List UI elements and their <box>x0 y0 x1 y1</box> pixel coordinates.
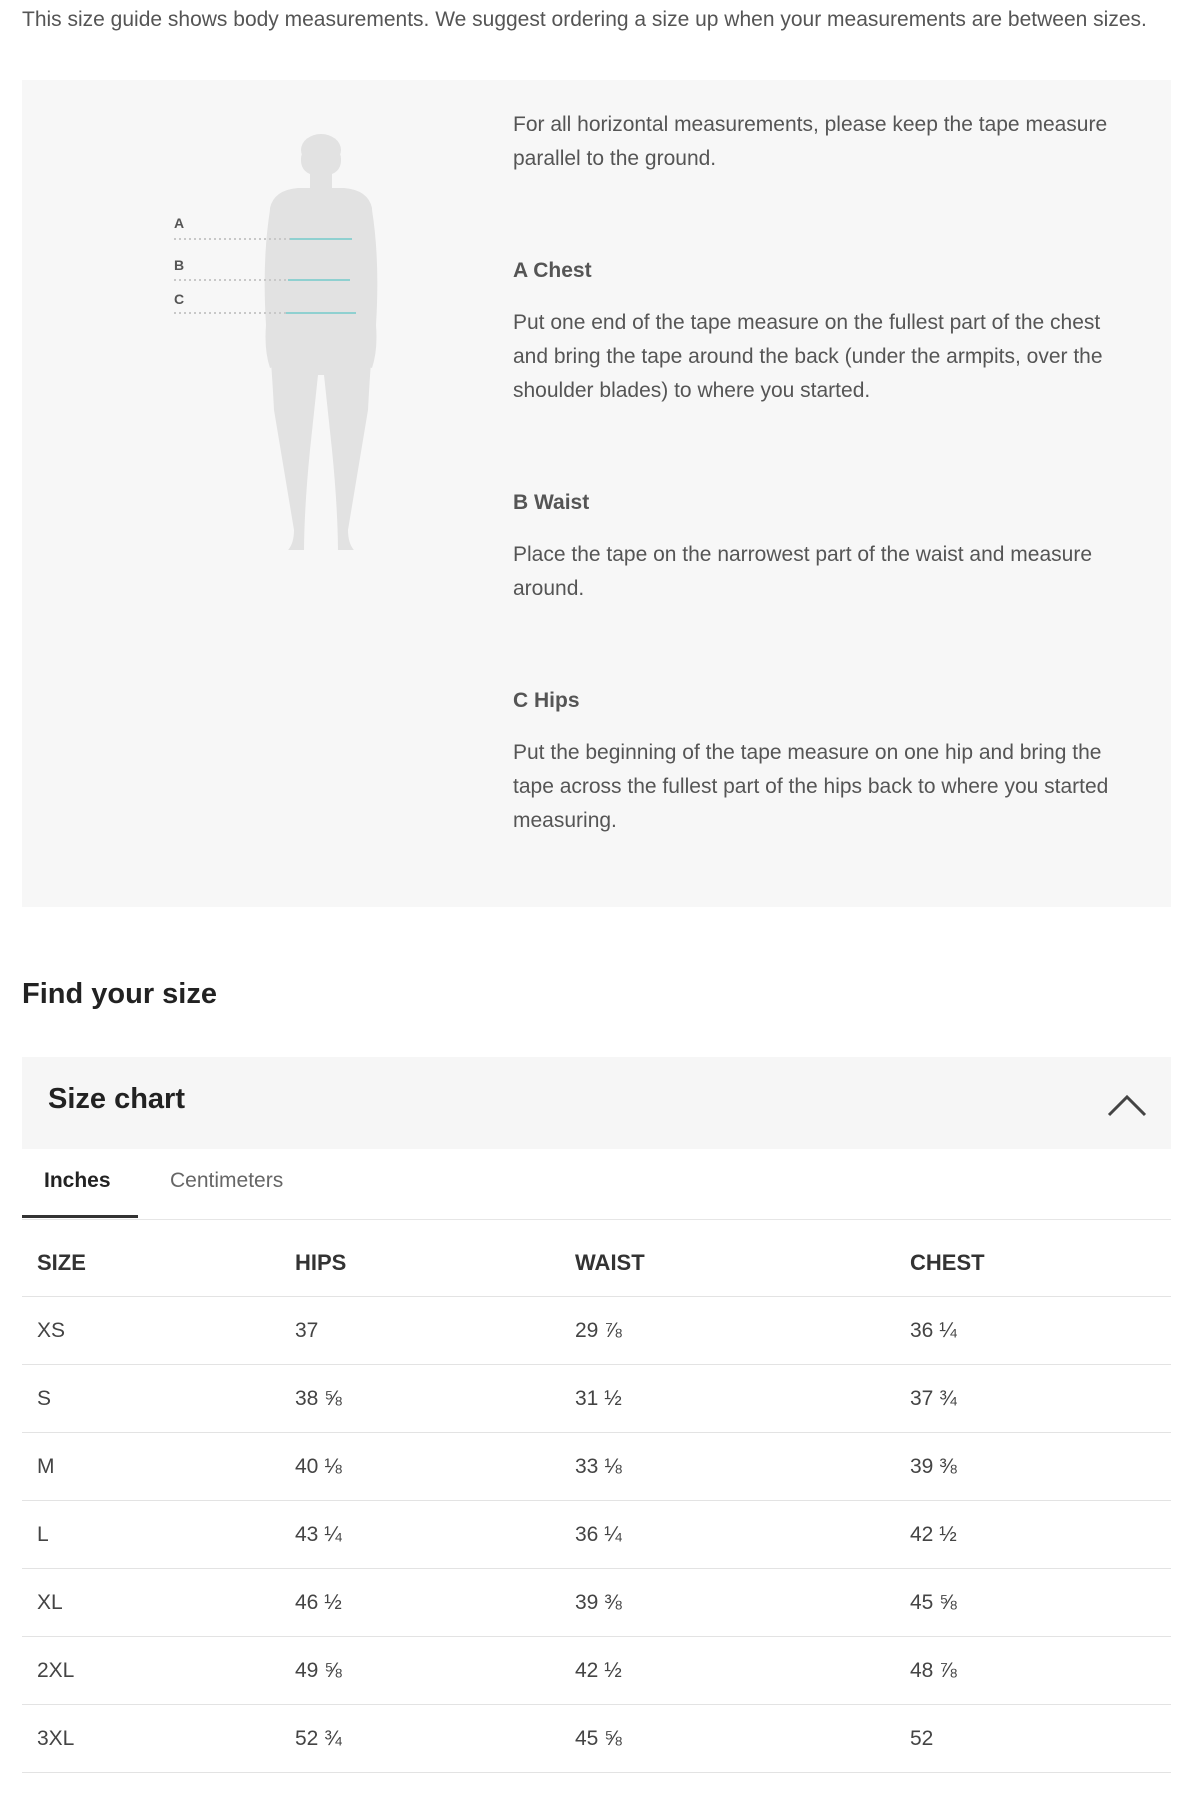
tab-centimeters[interactable]: Centimeters <box>170 1169 284 1192</box>
table-row <box>22 1705 1171 1773</box>
size-cell: L <box>22 1501 280 1569</box>
chest-cell: 37 ¾ <box>895 1365 1171 1433</box>
waist-cell: 33 ⅛ <box>560 1433 895 1501</box>
table-row <box>22 1365 1171 1433</box>
figure-label-a: A <box>174 215 185 231</box>
column-header-chest: CHEST <box>895 1230 1171 1297</box>
chevron-up-icon[interactable] <box>1107 1085 1147 1121</box>
size-cell: 3XL <box>22 1705 280 1773</box>
hips-cell: 40 ⅛ <box>280 1433 560 1501</box>
body-figure <box>162 110 402 550</box>
chest-cell: 39 ⅜ <box>895 1433 1171 1501</box>
table-row <box>22 1501 1171 1569</box>
measurement-instructions <box>513 108 1133 838</box>
tab-inches[interactable]: Inches <box>22 1150 138 1218</box>
size-cell: 2XL <box>22 1637 280 1705</box>
chest-cell: 48 ⅞ <box>895 1637 1171 1705</box>
find-your-size-heading: Find your size <box>22 978 217 1010</box>
size-chart-table <box>22 1230 1171 1773</box>
chest-cell: 42 ½ <box>895 1501 1171 1569</box>
size-guide-intro: This size guide shows body measurements. We suggest ordering a size up when your measurements are between sizes. <box>22 8 1147 31</box>
measurement-title-hips: C Hips <box>513 689 580 712</box>
measurement-title-chest: A Chest <box>513 259 592 282</box>
waist-cell: 42 ½ <box>560 1637 895 1705</box>
hips-cell: 38 ⅝ <box>280 1365 560 1433</box>
size-chart-accordion-header[interactable] <box>22 1057 1171 1149</box>
measurement-desc-chest: Put one end of the tape measure on the fullest part of the chest and bring the tape around the back (under the armpits, over the shoulder blades) to where you started. <box>513 311 1103 402</box>
measurement-title-waist: B Waist <box>513 491 590 514</box>
body-silhouette-icon <box>162 110 402 550</box>
waist-cell: 45 ⅝ <box>560 1705 895 1773</box>
measurement-guide-panel <box>22 80 1171 907</box>
size-cell: XL <box>22 1569 280 1637</box>
hips-cell: 37 <box>280 1297 560 1365</box>
table-row <box>22 1637 1171 1705</box>
measurement-desc-hips: Put the beginning of the tape measure on one hip and bring the tape across the fullest part of the hips back to where you started measuring. <box>513 741 1109 832</box>
size-chart-title: Size chart <box>48 1083 185 1115</box>
chest-cell: 52 <box>895 1705 1171 1773</box>
waist-cell: 29 ⅞ <box>560 1297 895 1365</box>
size-cell: M <box>22 1433 280 1501</box>
hips-cell: 52 ¾ <box>280 1705 560 1773</box>
table-header-row <box>22 1230 1171 1297</box>
chest-cell: 36 ¼ <box>895 1297 1171 1365</box>
hips-cell: 46 ½ <box>280 1569 560 1637</box>
chest-cell: 45 ⅝ <box>895 1569 1171 1637</box>
figure-label-b: B <box>174 257 185 273</box>
column-header-hips: HIPS <box>280 1230 560 1297</box>
table-row <box>22 1569 1171 1637</box>
size-cell: S <box>22 1365 280 1433</box>
column-header-waist: WAIST <box>560 1230 895 1297</box>
waist-cell: 31 ½ <box>560 1365 895 1433</box>
unit-tabs <box>22 1150 1171 1220</box>
column-header-size: SIZE <box>22 1230 280 1297</box>
figure-label-c: C <box>174 291 185 307</box>
hips-cell: 49 ⅝ <box>280 1637 560 1705</box>
size-cell: XS <box>22 1297 280 1365</box>
waist-cell: 39 ⅜ <box>560 1569 895 1637</box>
measurement-desc-waist: Place the tape on the narrowest part of the waist and measure around. <box>513 543 1093 600</box>
table-row <box>22 1297 1171 1365</box>
hips-cell: 43 ¼ <box>280 1501 560 1569</box>
waist-cell: 36 ¼ <box>560 1501 895 1569</box>
table-row <box>22 1433 1171 1501</box>
general-note: For all horizontal measurements, please keep the tape measure parallel to the ground. <box>513 113 1108 170</box>
